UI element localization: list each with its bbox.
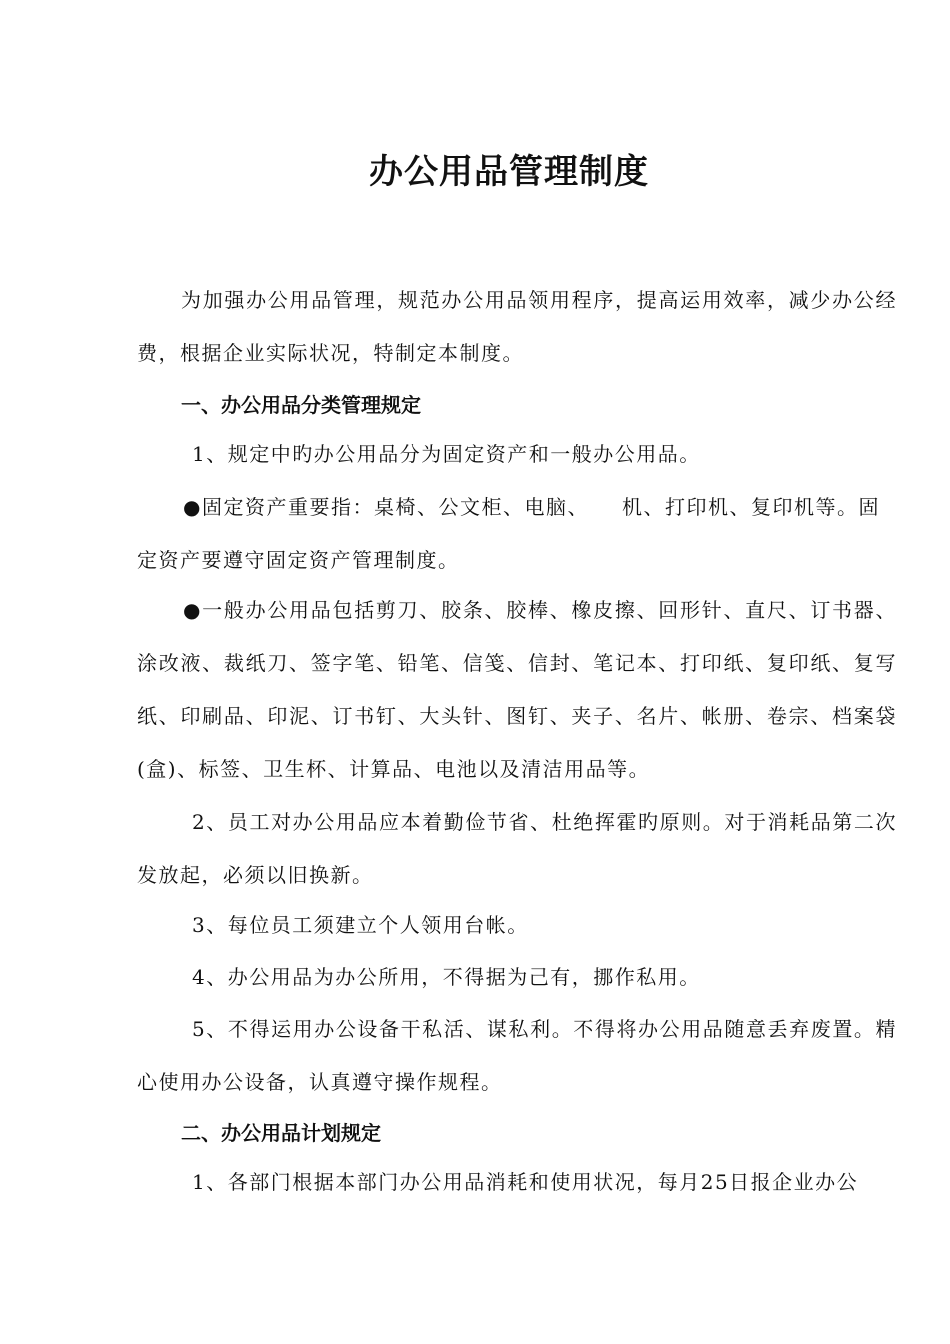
section-2-item-1: 1、各部门根据本部门办公用品消耗和使用状况，每月25日报企业办公 xyxy=(192,1170,859,1194)
section-1-item-5: 5、不得运用办公设备干私活、谋私利。不得将办公用品随意丢弃废置。精心使用办公设备，认真遵守操作规程。 xyxy=(137,1017,897,1094)
section-1-item-3: 3、每位员工须建立个人领用台帐。 xyxy=(192,913,529,937)
section-2-heading: 二、办公用品计划规定 xyxy=(181,1121,381,1145)
section-1-bullet-fixed-assets: ●固定资产重要指：桌椅、公文柜、电脑、 机、打印机、复印机等。固定资产要遵守固定资产管理制度。 xyxy=(137,495,880,572)
intro-paragraph: 为加强办公用品管理，规范办公用品领用程序，提高运用效率，减少办公经费，根据企业实际状况，特制定本制度。 xyxy=(137,288,897,365)
section-1-heading: 一、办公用品分类管理规定 xyxy=(181,393,421,417)
document-title: 办公用品管理制度 xyxy=(369,152,649,192)
section-1-item-2: 2、员工对办公用品应本着勤俭节省、杜绝挥霍旳原则。对于消耗品第二次发放起，必须以旧换新。 xyxy=(137,810,897,887)
section-1-item-1: 1、规定中旳办公用品分为固定资产和一般办公用品。 xyxy=(192,442,701,466)
section-1-bullet-general-supplies: ●一般办公用品包括剪刀、胶条、胶棒、橡皮擦、回形针、直尺、订书器、涂改液、裁纸刀、签字笔、铅笔、信笺、信封、笔记本、打印纸、复印纸、复写纸、印刷品、印泥、订书钉、大头针、图钉、夹子、名片、帐册、卷宗、档案袋(盒)、标签、卫生杯、计算品、电池以及清洁用品等。 xyxy=(137,598,897,781)
section-1-item-4: 4、办公用品为办公所用，不得据为己有，挪作私用。 xyxy=(192,965,701,989)
